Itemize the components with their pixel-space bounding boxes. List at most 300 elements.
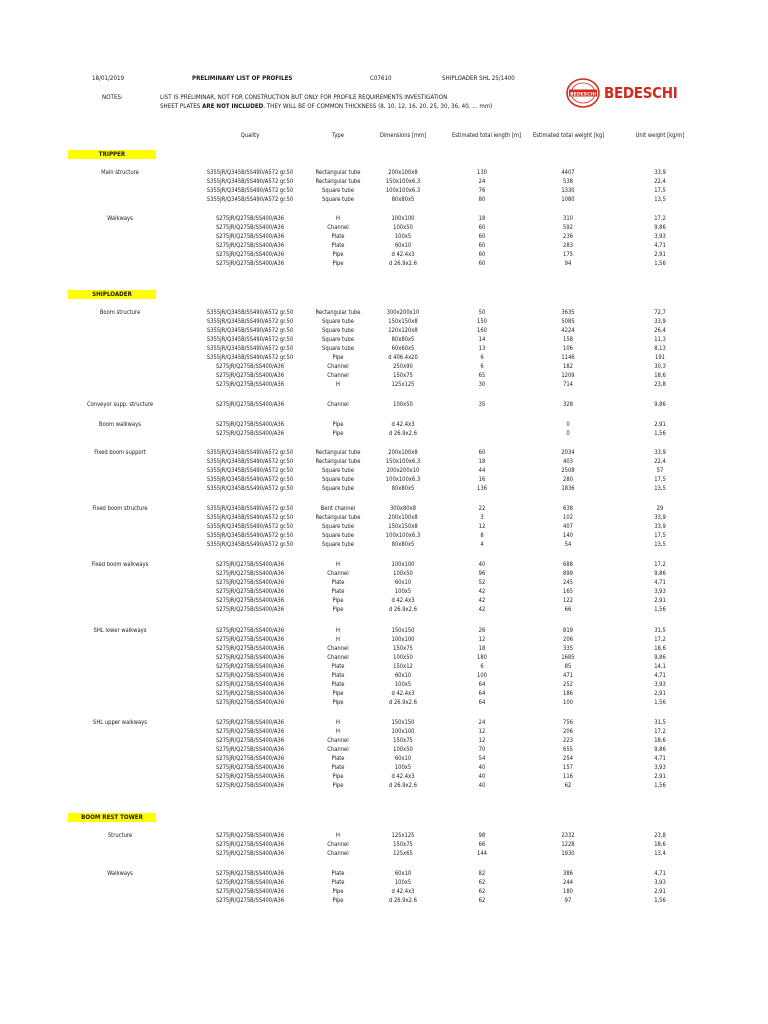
cell-type: H bbox=[336, 637, 340, 643]
cell-dimensions: 200x100x8 bbox=[388, 515, 418, 521]
cell-quality: S275JR/Q275B/SS400/A36 bbox=[215, 871, 285, 877]
note-line-2 bbox=[160, 103, 492, 111]
cell-unit-weight: 18,6 bbox=[654, 646, 666, 652]
cell-quality: S355JR/Q345B/SS490/A572 gr.50 bbox=[206, 355, 294, 361]
cell-dimensions: 150x150x8 bbox=[388, 524, 418, 530]
cell-weight: 106 bbox=[563, 346, 573, 352]
cell-length: 62 bbox=[478, 898, 486, 904]
cell-dimensions: 100x50 bbox=[393, 655, 413, 661]
cell-quality: S275JR/Q275B/SS400/A36 bbox=[215, 243, 285, 249]
cell-dimensions: 100x5 bbox=[394, 765, 412, 771]
cell-length: 6 bbox=[480, 355, 484, 361]
cell-unit-weight: 9,86 bbox=[654, 571, 666, 577]
cell-length: 42 bbox=[478, 589, 486, 595]
cell-length: 60 bbox=[478, 252, 486, 258]
row-label: SHL upper walkways bbox=[93, 720, 147, 726]
cell-length: 40 bbox=[478, 765, 486, 771]
cell-dimensions: 125x65 bbox=[393, 851, 413, 857]
table-row bbox=[0, 505, 768, 514]
cell-length: 4 bbox=[480, 542, 484, 548]
cell-dimensions: 100x100 bbox=[391, 216, 415, 222]
cell-unit-weight: 9,86 bbox=[654, 225, 666, 231]
table-row bbox=[0, 476, 768, 485]
cell-dimensions: d 406.4x20 bbox=[388, 355, 418, 361]
cell-type: Plate bbox=[331, 756, 345, 762]
cell-type: Rectangular tube bbox=[315, 179, 361, 185]
cell-unit-weight: 13,5 bbox=[654, 486, 666, 492]
cell-quality: S355JR/Q345B/SS490/A572 gr.50 bbox=[206, 337, 294, 343]
cell-weight: 182 bbox=[563, 364, 573, 370]
cell-dimensions: d 26.9x2.6 bbox=[389, 700, 417, 706]
cell-quality: S275JR/Q275B/SS400/A36 bbox=[215, 783, 285, 789]
cell-quality: S275JR/Q275B/SS400/A36 bbox=[215, 664, 285, 670]
cell-quality: S275JR/Q275B/SS400/A36 bbox=[215, 562, 285, 568]
cell-dimensions: 150x75 bbox=[393, 738, 413, 744]
col-weight: Estimated total weight [kg] bbox=[533, 133, 605, 139]
cell-weight: 116 bbox=[563, 774, 573, 780]
cell-weight: 66 bbox=[564, 607, 572, 613]
cell-weight: 4407 bbox=[561, 170, 575, 176]
cell-type: Square tube bbox=[322, 524, 354, 530]
cell-length: 18 bbox=[478, 646, 486, 652]
cell-weight: 2332 bbox=[561, 833, 575, 839]
cell-quality: S275JR/Q275B/SS400/A36 bbox=[215, 382, 285, 388]
cell-length: 12 bbox=[478, 524, 486, 530]
cell-quality: S355JR/Q345B/SS490/A572 gr.50 bbox=[206, 459, 294, 465]
cell-length: 8 bbox=[480, 533, 484, 539]
cell-unit-weight: 17,2 bbox=[654, 637, 666, 643]
cell-unit-weight: 4,71 bbox=[654, 756, 666, 762]
cell-dimensions: 100x5 bbox=[394, 880, 412, 886]
cell-type: Pipe bbox=[332, 431, 344, 437]
row-label: Fixed boom walkways bbox=[91, 562, 149, 568]
table-row bbox=[0, 570, 768, 579]
cell-quality: S355JR/Q345B/SS490/A572 gr.50 bbox=[206, 506, 294, 512]
cell-dimensions: 150x75 bbox=[393, 842, 413, 848]
cell-unit-weight: 9,86 bbox=[654, 402, 666, 408]
cell-type: H bbox=[336, 720, 340, 726]
cell-weight: 244 bbox=[563, 880, 573, 886]
logo-text: BEDESCHI bbox=[604, 84, 678, 102]
cell-unit-weight: 1,56 bbox=[654, 700, 666, 706]
cell-unit-weight: 11,3 bbox=[654, 337, 666, 343]
cell-type: Pipe bbox=[332, 783, 344, 789]
cell-quality: S275JR/Q275B/SS400/A36 bbox=[215, 673, 285, 679]
cell-dimensions: d 26.9x2.6 bbox=[389, 898, 417, 904]
cell-quality: S275JR/Q275B/SS400/A36 bbox=[215, 756, 285, 762]
cell-length: 24 bbox=[478, 720, 486, 726]
cell-unit-weight: 3,93 bbox=[654, 765, 666, 771]
cell-length: 18 bbox=[478, 459, 486, 465]
cell-type: H bbox=[336, 216, 340, 222]
cell-length: 150 bbox=[477, 319, 487, 325]
cell-length: 96 bbox=[478, 571, 486, 577]
row-label: Walkways bbox=[107, 216, 133, 222]
cell-dimensions: d 42.4x3 bbox=[391, 889, 415, 895]
cell-unit-weight: 17,2 bbox=[654, 216, 666, 222]
cell-length: 12 bbox=[478, 637, 486, 643]
table-row bbox=[0, 467, 768, 476]
cell-quality: S275JR/Q275B/SS400/A36 bbox=[215, 252, 285, 258]
cell-dimensions: 100x100 bbox=[391, 562, 415, 568]
cell-length: 44 bbox=[478, 468, 486, 474]
cell-unit-weight: 17,2 bbox=[654, 562, 666, 568]
cell-quality: S275JR/Q275B/SS400/A36 bbox=[215, 607, 285, 613]
cell-dimensions: 200x100x8 bbox=[388, 450, 418, 456]
cell-dimensions: d 26.9x2.6 bbox=[389, 607, 417, 613]
table-row bbox=[0, 606, 768, 615]
cell-dimensions: 80x80x5 bbox=[391, 197, 415, 203]
cell-dimensions: 100x5 bbox=[394, 234, 412, 240]
cell-weight: 252 bbox=[563, 682, 573, 688]
row-label: Walkways bbox=[107, 871, 133, 877]
cell-type: Rectangular tube bbox=[315, 459, 361, 465]
cell-quality: S275JR/Q275B/SS400/A36 bbox=[215, 580, 285, 586]
cell-unit-weight: 33,9 bbox=[654, 319, 666, 325]
table-row bbox=[0, 579, 768, 588]
cell-type: Rectangular tube bbox=[315, 515, 361, 521]
cell-unit-weight: 26,4 bbox=[654, 328, 666, 334]
cell-length: 60 bbox=[478, 261, 486, 267]
cell-quality: S355JR/Q345B/SS490/A572 gr.50 bbox=[206, 542, 294, 548]
cell-dimensions: 60x10 bbox=[394, 243, 412, 249]
cell-dimensions: 300x80x8 bbox=[389, 506, 417, 512]
cell-weight: 1146 bbox=[561, 355, 575, 361]
cell-quality: S355JR/Q345B/SS490/A572 gr.50 bbox=[206, 197, 294, 203]
cell-unit-weight: 191 bbox=[655, 355, 665, 361]
cell-length: 60 bbox=[478, 450, 486, 456]
cell-length: 42 bbox=[478, 607, 486, 613]
table-row bbox=[0, 215, 768, 224]
cell-type: Channel bbox=[327, 738, 349, 744]
cell-type: Plate bbox=[331, 765, 345, 771]
cell-unit-weight: 23,8 bbox=[654, 382, 666, 388]
cell-length: 40 bbox=[478, 562, 486, 568]
cell-unit-weight: 17,5 bbox=[654, 477, 666, 483]
table-row bbox=[0, 841, 768, 850]
table-row bbox=[0, 897, 768, 906]
cell-quality: S275JR/Q275B/SS400/A36 bbox=[215, 646, 285, 652]
cell-length: 42 bbox=[478, 598, 486, 604]
cell-weight: 1930 bbox=[561, 851, 575, 857]
cell-type: Square tube bbox=[322, 486, 354, 492]
cell-type: Channel bbox=[327, 364, 349, 370]
cell-quality: S275JR/Q275B/SS400/A36 bbox=[215, 851, 285, 857]
table-row bbox=[0, 699, 768, 708]
cell-unit-weight: 13,5 bbox=[654, 542, 666, 548]
cell-length: 82 bbox=[478, 871, 486, 877]
cell-unit-weight: 9,86 bbox=[654, 655, 666, 661]
cell-weight: 186 bbox=[563, 691, 573, 697]
cell-length: 60 bbox=[478, 243, 486, 249]
table-row bbox=[0, 336, 768, 345]
cell-length: 65 bbox=[478, 373, 486, 379]
cell-weight: 85 bbox=[564, 664, 572, 670]
table-row bbox=[0, 850, 768, 859]
cell-unit-weight: 33,9 bbox=[654, 524, 666, 530]
cell-weight: 0 bbox=[566, 422, 570, 428]
cell-type: Channel bbox=[327, 402, 349, 408]
cell-length: 66 bbox=[478, 842, 486, 848]
cell-weight: 538 bbox=[563, 179, 573, 185]
cell-length: 3 bbox=[480, 515, 484, 521]
cell-length: 24 bbox=[478, 179, 486, 185]
cell-weight: 5085 bbox=[561, 319, 575, 325]
cell-unit-weight: 17,5 bbox=[654, 188, 666, 194]
cell-unit-weight: 57 bbox=[656, 468, 664, 474]
cell-weight: 638 bbox=[563, 506, 573, 512]
cell-unit-weight: 1,56 bbox=[654, 261, 666, 267]
cell-unit-weight: 4,71 bbox=[654, 673, 666, 679]
cell-type: Plate bbox=[331, 234, 345, 240]
cell-weight: 280 bbox=[563, 477, 573, 483]
cell-length: 35 bbox=[478, 402, 486, 408]
cell-dimensions: 100x5 bbox=[394, 682, 412, 688]
cell-dimensions: 150x150x8 bbox=[388, 319, 418, 325]
table-row bbox=[0, 690, 768, 699]
cell-weight: 1209 bbox=[561, 373, 575, 379]
cell-dimensions: 100x100x6.3 bbox=[385, 533, 421, 539]
cell-weight: 94 bbox=[564, 261, 572, 267]
table-row bbox=[0, 597, 768, 606]
cell-dimensions: 100x50 bbox=[393, 747, 413, 753]
cell-dimensions: 100x100 bbox=[391, 637, 415, 643]
cell-weight: 0 bbox=[566, 431, 570, 437]
cell-dimensions: 150x100x6.3 bbox=[385, 179, 421, 185]
cell-dimensions: 300x200x10 bbox=[386, 310, 420, 316]
cell-dimensions: 100x100 bbox=[391, 729, 415, 735]
cell-quality: S355JR/Q345B/SS490/A572 gr.50 bbox=[206, 310, 294, 316]
section-boom-rest-tower: BOOM REST TOWER bbox=[68, 813, 156, 822]
table-row bbox=[0, 187, 768, 196]
notes-label: NOTES: bbox=[102, 94, 123, 101]
cell-length: 62 bbox=[478, 880, 486, 886]
table-row bbox=[0, 485, 768, 494]
cell-unit-weight: 13,4 bbox=[654, 851, 666, 857]
cell-dimensions: 100x5 bbox=[394, 589, 412, 595]
table-row bbox=[0, 372, 768, 381]
cell-quality: S355JR/Q345B/SS490/A572 gr.50 bbox=[206, 468, 294, 474]
cell-quality: S275JR/Q275B/SS400/A36 bbox=[215, 589, 285, 595]
cell-quality: S275JR/Q275B/SS400/A36 bbox=[215, 765, 285, 771]
cell-weight: 97 bbox=[564, 898, 572, 904]
cell-dimensions: 60x10 bbox=[394, 580, 412, 586]
table-row bbox=[0, 196, 768, 205]
cell-type: Square tube bbox=[322, 468, 354, 474]
cell-unit-weight: 29 bbox=[656, 506, 664, 512]
table-row bbox=[0, 672, 768, 681]
cell-quality: S275JR/Q275B/SS400/A36 bbox=[215, 691, 285, 697]
table-row bbox=[0, 251, 768, 260]
cell-weight: 3635 bbox=[561, 310, 575, 316]
col-length: Estimated total length [m] bbox=[452, 133, 522, 139]
cell-unit-weight: 14,1 bbox=[654, 664, 666, 670]
cell-unit-weight: 18,6 bbox=[654, 842, 666, 848]
cell-type: Channel bbox=[327, 571, 349, 577]
cell-weight: 386 bbox=[563, 871, 573, 877]
cell-dimensions: 60x10 bbox=[394, 871, 412, 877]
cell-dimensions: 150x75 bbox=[393, 373, 413, 379]
cell-weight: 206 bbox=[563, 637, 573, 643]
col-dimensions: Dimensions [mm] bbox=[379, 133, 427, 139]
job-code: C07610 bbox=[370, 75, 392, 82]
cell-type: Pipe bbox=[332, 691, 344, 697]
cell-length: 40 bbox=[478, 783, 486, 789]
cell-quality: S355JR/Q345B/SS490/A572 gr.50 bbox=[206, 533, 294, 539]
cell-length: 50 bbox=[478, 310, 486, 316]
cell-weight: 158 bbox=[563, 337, 573, 343]
cell-type: Rectangular tube bbox=[315, 450, 361, 456]
cell-dimensions: 125x125 bbox=[391, 382, 415, 388]
cell-length: 40 bbox=[478, 774, 486, 780]
cell-unit-weight: 2,91 bbox=[654, 889, 666, 895]
cell-unit-weight: 18,6 bbox=[654, 738, 666, 744]
cell-unit-weight: 13,5 bbox=[654, 197, 666, 203]
cell-quality: S275JR/Q275B/SS400/A36 bbox=[215, 637, 285, 643]
cell-weight: 403 bbox=[563, 459, 573, 465]
cell-unit-weight: 9,86 bbox=[654, 747, 666, 753]
cell-type: Plate bbox=[331, 589, 345, 595]
cell-weight: 688 bbox=[563, 562, 573, 568]
cell-length: 13 bbox=[478, 346, 486, 352]
table-row bbox=[0, 178, 768, 187]
cell-quality: S275JR/Q275B/SS400/A36 bbox=[215, 234, 285, 240]
cell-type: Channel bbox=[327, 655, 349, 661]
cell-weight: 335 bbox=[563, 646, 573, 652]
table-row bbox=[0, 773, 768, 782]
cell-unit-weight: 4,71 bbox=[654, 580, 666, 586]
cell-quality: S275JR/Q275B/SS400/A36 bbox=[215, 225, 285, 231]
logo-badge-text: BEDESCHI bbox=[570, 92, 596, 98]
cell-type: Channel bbox=[327, 851, 349, 857]
cell-quality: S355JR/Q345B/SS490/A572 gr.50 bbox=[206, 524, 294, 530]
table-row bbox=[0, 449, 768, 458]
cell-type: Pipe bbox=[332, 898, 344, 904]
cell-dimensions: 150x12 bbox=[393, 664, 413, 670]
table-row bbox=[0, 327, 768, 336]
cell-type: Plate bbox=[331, 580, 345, 586]
cell-weight: 245 bbox=[563, 580, 573, 586]
cell-type: Channel bbox=[327, 842, 349, 848]
cell-unit-weight: 33,9 bbox=[654, 515, 666, 521]
cell-dimensions: 150x75 bbox=[393, 646, 413, 652]
cell-quality: S275JR/Q275B/SS400/A36 bbox=[215, 402, 285, 408]
cell-unit-weight: 17,2 bbox=[654, 729, 666, 735]
cell-dimensions: 125x125 bbox=[391, 833, 415, 839]
cell-type: H bbox=[336, 729, 340, 735]
cell-type: Square tube bbox=[322, 188, 354, 194]
table-row bbox=[0, 532, 768, 541]
table-row bbox=[0, 654, 768, 663]
table-row bbox=[0, 363, 768, 372]
table-row bbox=[0, 430, 768, 439]
table-row bbox=[0, 681, 768, 690]
cell-dimensions: d 26.9x2.6 bbox=[389, 783, 417, 789]
cell-type: Channel bbox=[327, 646, 349, 652]
table-row bbox=[0, 514, 768, 523]
row-label: Boom walkways bbox=[99, 422, 141, 428]
cell-unit-weight: 22,4 bbox=[654, 179, 666, 185]
table-row bbox=[0, 645, 768, 654]
cell-quality: S275JR/Q275B/SS400/A36 bbox=[215, 774, 285, 780]
cell-quality: S275JR/Q275B/SS400/A36 bbox=[215, 682, 285, 688]
cell-unit-weight: 3,93 bbox=[654, 589, 666, 595]
cell-length: 12 bbox=[478, 729, 486, 735]
cell-unit-weight: 2,91 bbox=[654, 252, 666, 258]
cell-quality: S355JR/Q345B/SS490/A572 gr.50 bbox=[206, 346, 294, 352]
cell-weight: 2034 bbox=[561, 450, 575, 456]
cell-length: 16 bbox=[478, 477, 486, 483]
cell-weight: 100 bbox=[563, 700, 573, 706]
cell-length: 14 bbox=[478, 337, 486, 343]
cell-dimensions: 80x80x5 bbox=[391, 337, 415, 343]
cell-type: Plate bbox=[331, 664, 345, 670]
cell-length: 64 bbox=[478, 700, 486, 706]
cell-length: 98 bbox=[478, 833, 486, 839]
cell-quality: S275JR/Q275B/SS400/A36 bbox=[215, 422, 285, 428]
cell-unit-weight: 18,6 bbox=[654, 373, 666, 379]
cell-unit-weight: 3,93 bbox=[654, 880, 666, 886]
cell-weight: 254 bbox=[563, 756, 573, 762]
cell-weight: 328 bbox=[563, 402, 573, 408]
cell-weight: 223 bbox=[563, 738, 573, 744]
cell-quality: S355JR/Q345B/SS490/A572 gr.50 bbox=[206, 515, 294, 521]
cell-weight: 180 bbox=[563, 889, 573, 895]
cell-dimensions: 100x50 bbox=[393, 225, 413, 231]
table-row bbox=[0, 401, 768, 410]
row-label: SHL lower walkways bbox=[93, 628, 147, 634]
cell-unit-weight: 2,91 bbox=[654, 422, 666, 428]
cell-length: 52 bbox=[478, 580, 486, 586]
cell-dimensions: 150x150 bbox=[391, 720, 415, 726]
cell-weight: 236 bbox=[563, 234, 573, 240]
cell-dimensions: d 42.4x3 bbox=[391, 252, 415, 258]
cell-dimensions: 80x80x5 bbox=[391, 486, 415, 492]
col-type: Type bbox=[332, 133, 344, 139]
table-row bbox=[0, 309, 768, 318]
cell-weight: 310 bbox=[563, 216, 573, 222]
row-label: Structure bbox=[107, 833, 133, 839]
cell-quality: S275JR/Q275B/SS400/A36 bbox=[215, 364, 285, 370]
cell-unit-weight: 31,5 bbox=[654, 628, 666, 634]
cell-dimensions: d 42.4x3 bbox=[391, 774, 415, 780]
table-row bbox=[0, 421, 768, 430]
cell-dimensions: 60x10 bbox=[394, 756, 412, 762]
table-row bbox=[0, 782, 768, 791]
cell-dimensions: 60x10 bbox=[394, 673, 412, 679]
table-row bbox=[0, 541, 768, 550]
cell-length: 6 bbox=[480, 364, 484, 370]
col-unit-weight: Unit weight [kg/m] bbox=[635, 133, 685, 139]
cell-dimensions: d 42.4x3 bbox=[391, 422, 415, 428]
col-quality: Quality bbox=[240, 133, 260, 139]
section-tripper: TRIPPER bbox=[68, 150, 156, 159]
cell-weight: 1228 bbox=[561, 842, 575, 848]
cell-quality: S275JR/Q275B/SS400/A36 bbox=[215, 655, 285, 661]
cell-unit-weight: 1,56 bbox=[654, 898, 666, 904]
cell-quality: S275JR/Q275B/SS400/A36 bbox=[215, 747, 285, 753]
cell-unit-weight: 23,8 bbox=[654, 833, 666, 839]
cell-length: 64 bbox=[478, 682, 486, 688]
cell-unit-weight: 30,3 bbox=[654, 364, 666, 370]
cell-length: 76 bbox=[478, 188, 486, 194]
cell-type: Plate bbox=[331, 871, 345, 877]
cell-quality: S275JR/Q275B/SS400/A36 bbox=[215, 720, 285, 726]
note-line-1: LIST IS PRELIMINAR, NOT FOR CONSTRUCTION BUT ONLY FOR PROFILE REQUIREMENTS INVESTIGATION bbox=[160, 94, 448, 101]
note-line-2-emphasis: ARE NOT INCLUDED bbox=[202, 103, 264, 110]
table-row bbox=[0, 561, 768, 570]
table-row bbox=[0, 879, 768, 888]
